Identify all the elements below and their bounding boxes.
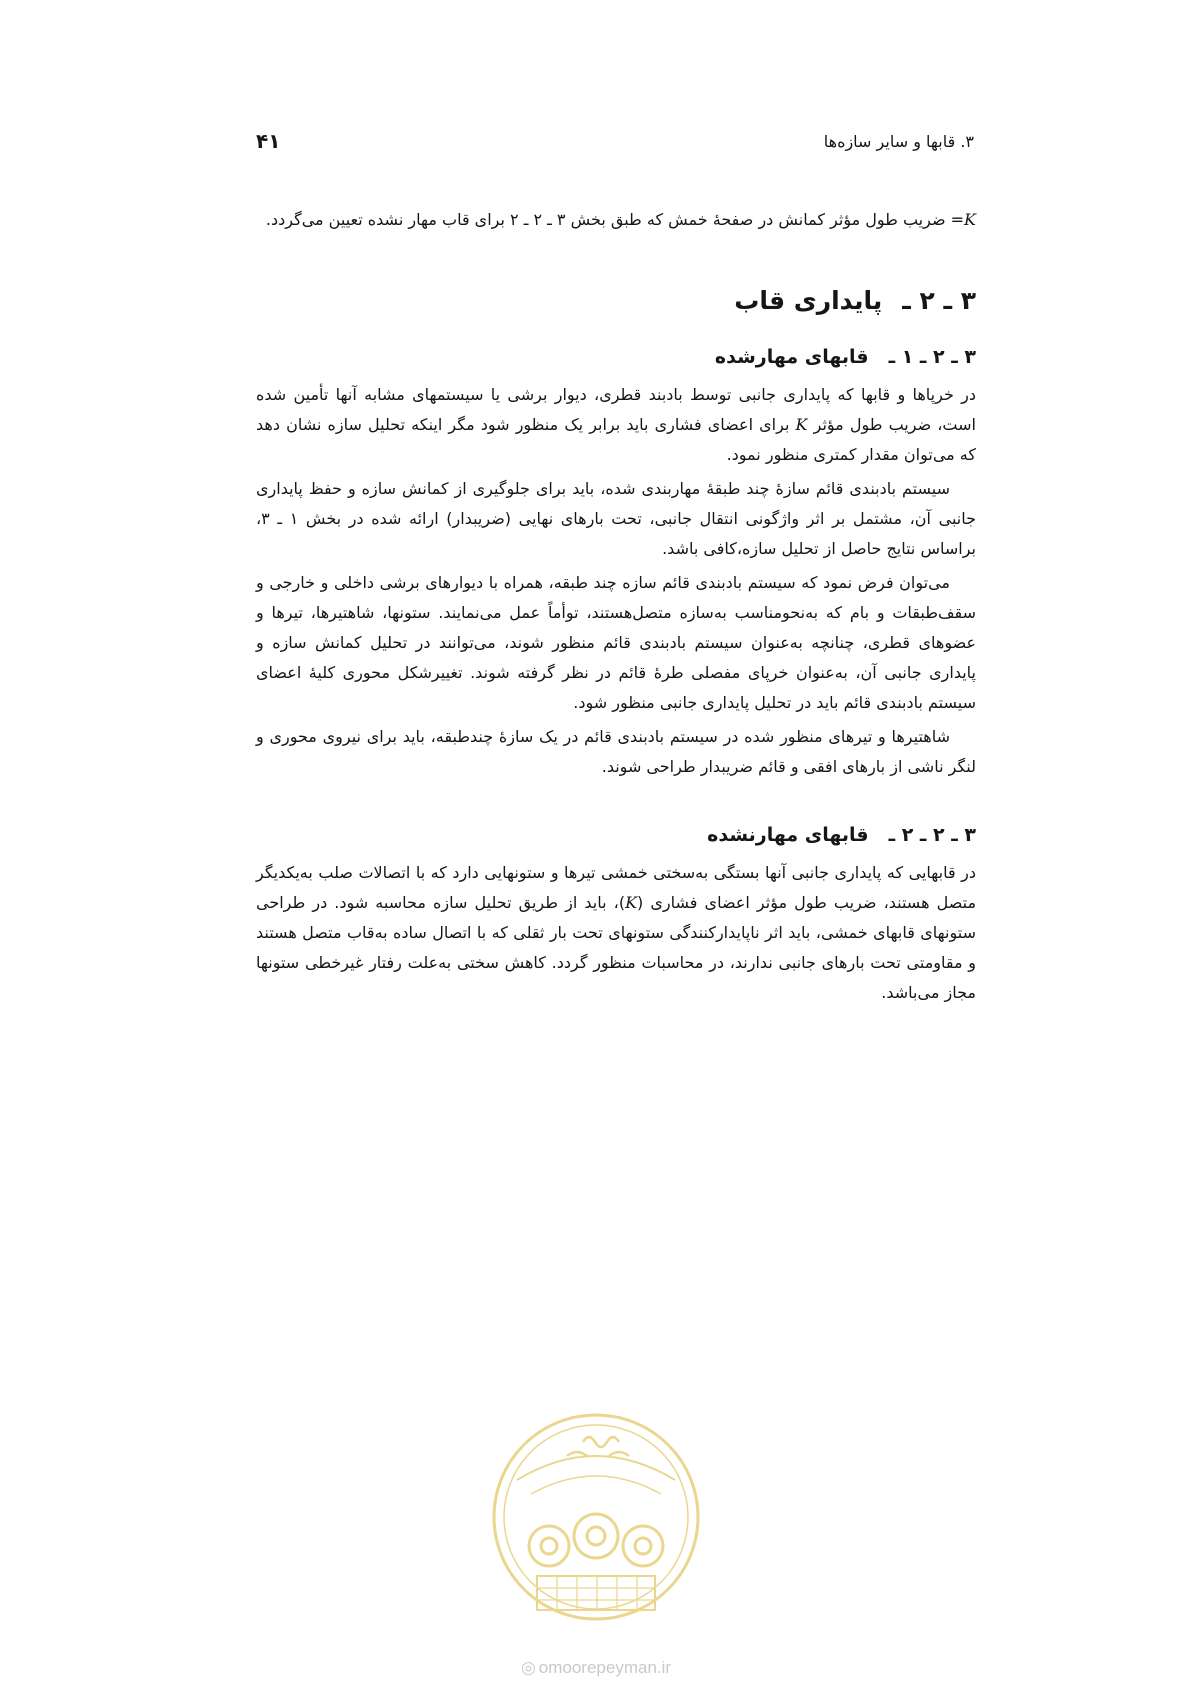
running-title: ۳. قابها و سایر سازه‌ها [823,131,974,151]
page-number: ۴۱ [256,129,281,153]
definition-text: = ضریب طول مؤثر کمانش در صفحهٔ خمش که طبق بخش ۳ ـ ۲ ـ ۲ برای قاب مهار نشده تعیین می‌گردد. [265,210,965,229]
braced-paragraph-1: در خرپاها و قابها که پایداری جانبی توسط بادبند قطری، دیوار برشی یا سیستمهای مشابه آنها تأمین شده است، ضریب طول مؤثر K برای اعضای فشاری باید برابر یک منظور شود مگر اینکه تحلیل سازه نشان دهد که می‌توان مقدار کمتری منظور نمود. [256,385,976,464]
subsection-number-unbraced: ۳ ـ ۲ ـ ۲ ـ [888,824,976,846]
subsection-heading-braced [256,342,976,372]
watermark-logo [487,1398,705,1656]
section-title: پایداری قاب [734,286,883,315]
watermark-site: ◎ omoorepeyman.ir [520,1658,672,1677]
k-symbol: K [795,415,808,434]
instagram-icon: ◎ [520,1658,536,1677]
subsection-title-unbraced: قابهای مهارنشده [707,824,869,846]
k-symbol: K [964,210,976,229]
unbraced-paragraph-1: در قابهایی که پایداری جانبی آنها بستگی به‌سختی خمشی تیرها و ستونهایی دارد که با اتصالات صلب به‌یکدیگر متصل هستند، ضریب طول مؤثر اعضای فشاری (K)، باید از طریق تحلیل سازه محاسبه شود. در طراحی ستونهای قابهای خمشی، باید اثر ناپایدارکنندگی ستونهای تحت بار ثقلی که با اتصال ساده به‌قاب متصل هستند و مقاومتی تحت بارهای جانبی ندارند، در محاسبات منظور گردد. کاهش سختی به‌علت رفتار غیرخطی ستونها مجاز می‌باشد. [256,863,977,1002]
page-header [256,126,974,156]
body-text [256,204,976,1012]
subsection-heading-unbraced [256,820,976,850]
braced-paragraph-3: می‌توان فرض نمود که سیستم بادبندی قائم سازه چند طبقه، همراه با دیوارهای برشی داخلی و خارجی و سقف‌طبقات و بام که به‌نحومناسب به‌سازه متصل‌هستند، توأماً عمل می‌نمایند. ستونها، شاهتیرها، تیرها و عضوهای قطری، چنانچه به‌عنوان سیستم بادبندی قائم منظور شوند، می‌توانند در تحلیل کمانش سازه و پایداری جانبی آن، به‌عنوان خرپای مفصلی طرهٔ قائم در نظر گرفته شوند. تغییرشکل محوری کلیهٔ اعضای سیستم بادبندی قائم باید در تحلیل پایداری جانبی منظور شود. [256,573,976,712]
braced-paragraph-4: شاهتیرها و تیرهای منظور شده در سیستم بادبندی قائم در یک سازهٔ چندطبقه، باید برای نیروی محوری و لنگر ناشی از بارهای افقی و قائم ضریبدار طراحی شوند. [256,727,976,776]
section-number: ۳ ـ ۲ ـ [902,286,976,315]
definition-paragraph [256,204,976,236]
subsection-title-braced: قابهای مهارشده [714,346,869,368]
section-heading [256,284,976,318]
k-symbol: K [625,893,638,912]
subsection-number-braced: ۳ ـ ۲ ـ ۱ ـ [888,346,976,368]
braced-paragraph-2: سیستم بادبندی قائم سازهٔ چند طبقهٔ مهاربندی شده، باید برای جلوگیری از کمانش سازه و حفظ پایداری جانبی آن، مشتمل بر اثر واژگونی انتقال جانبی، تحت بارهای نهایی (ضریبدار) ارائه شده در بخش ۱ ـ ۳، براساس نتایج حاصل از تحلیل سازه،کافی باشد. [256,479,977,558]
